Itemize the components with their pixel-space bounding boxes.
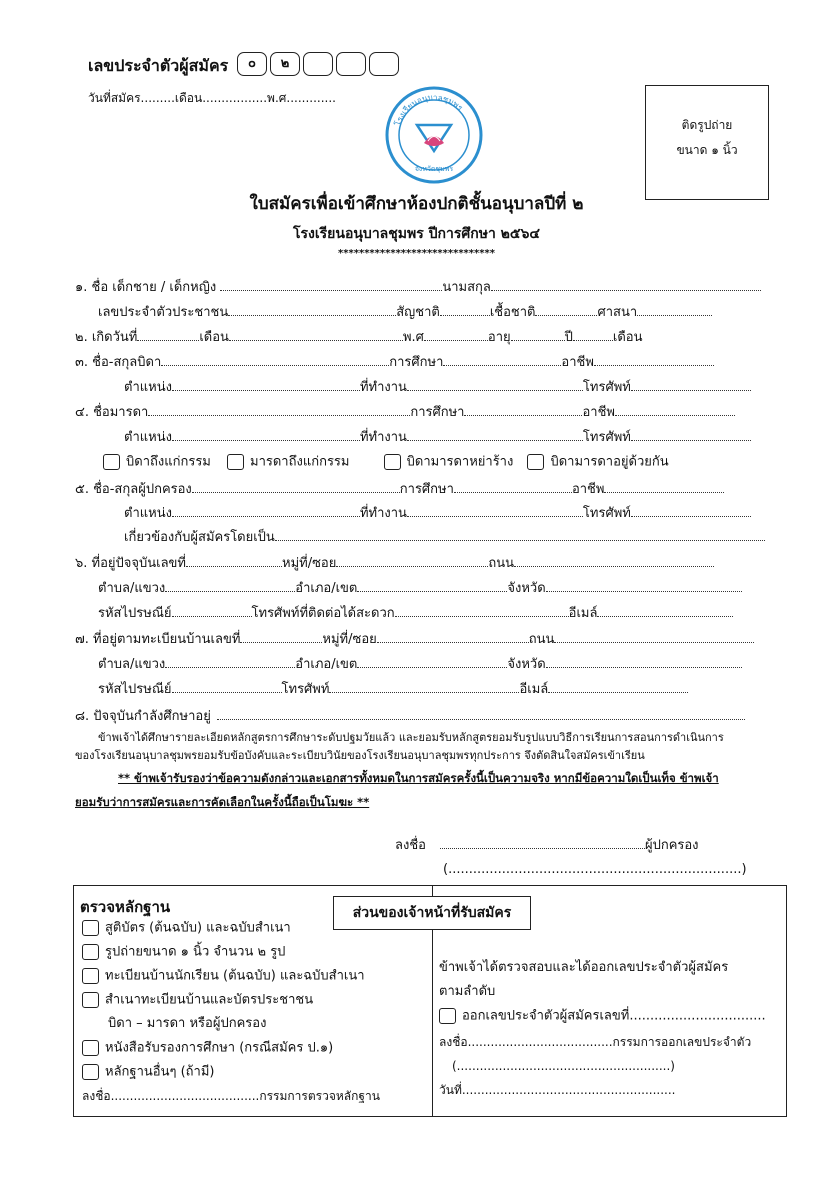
- id-digit-box-5[interactable]: [369, 52, 399, 76]
- evidence-label-4: สำเนาทะเบียนบ้านและบัตรประชาชน: [105, 992, 314, 1008]
- evidence-checkbox-1[interactable]: [82, 920, 99, 936]
- id-digit-box-4[interactable]: [336, 52, 366, 76]
- current-amphoe-field[interactable]: [357, 579, 507, 592]
- father-row: [75, 353, 714, 371]
- evidence-item-1: [82, 920, 291, 937]
- reg-province-field[interactable]: [546, 655, 742, 668]
- age-label: อายุ: [487, 330, 511, 345]
- declaration-line-2: ของโรงเรียนอนุบาลชุมพรยอมรับข้อบังคับและระเบียบวินัยของโรงเรียนอนุบาลชุมพรทุกประการ จึงตัดสินใจสมัครเข้าเรียน: [75, 749, 645, 762]
- evidence-item-5: [82, 1040, 333, 1057]
- staff-section-title: ส่วนของเจ้าหน้าที่รับสมัคร: [333, 896, 531, 930]
- applicant-number-label: เลขประจำตัวผู้สมัคร: [88, 56, 229, 75]
- parent-status-row: [103, 454, 669, 471]
- religion-field[interactable]: [637, 303, 712, 316]
- current-school-row: [75, 707, 745, 725]
- child-id-row: [98, 303, 712, 321]
- reg-phone-field[interactable]: [329, 680, 519, 693]
- issue-number-checkbox[interactable]: [439, 1008, 456, 1024]
- guardian-education-label: การศึกษา: [399, 482, 454, 497]
- school-logo: [384, 85, 484, 185]
- father-workplace-field[interactable]: [407, 378, 583, 391]
- father-education-field[interactable]: [443, 353, 561, 366]
- religion-label: ศาสนา: [597, 305, 638, 320]
- evidence-checkbox-5[interactable]: [82, 1040, 99, 1056]
- svg-text:โรงเรียนอนุบาลชุมพร: โรงเรียนอนุบาลชุมพร: [393, 92, 465, 127]
- guardian-workplace-field[interactable]: [407, 504, 583, 517]
- evidence-checkbox-6[interactable]: [82, 1064, 99, 1080]
- reg-moo-label: หมู่ที่/ซอย: [322, 632, 377, 647]
- evidence-title: ตรวจหลักฐาน: [80, 898, 171, 916]
- mother-position-label: ตำแหน่ง: [124, 430, 172, 445]
- current-amphoe-label: อำเภอ/เขต: [295, 581, 358, 596]
- father-phone-field[interactable]: [631, 378, 751, 391]
- id-number-label: เลขประจำตัวประชาชน: [98, 305, 229, 320]
- registered-contact-row: [98, 680, 688, 698]
- reg-house-no-label: ๗. ที่อยู่ตามทะเบียนบ้านเลขที่: [75, 632, 241, 647]
- father-position-field[interactable]: [172, 378, 360, 391]
- guardian-signature-row: [395, 836, 699, 854]
- birth-month-field[interactable]: [229, 328, 403, 341]
- father-education-label: การศึกษา: [389, 355, 444, 370]
- reg-email-field[interactable]: [548, 680, 688, 693]
- current-zip-field[interactable]: [172, 604, 252, 617]
- staff-name-paren: (........................................................): [452, 1059, 675, 1073]
- form-title: ใบสมัครเพื่อเข้าศึกษาห้องปกติชั้นอนุบาลปีที่ ๒: [249, 194, 584, 214]
- mother-row: [75, 403, 735, 421]
- father-workplace-label: ที่ทำงาน: [359, 380, 407, 395]
- mother-education-label: การศึกษา: [410, 405, 465, 420]
- id-number-field[interactable]: [228, 303, 396, 316]
- mother-phone-field[interactable]: [631, 428, 751, 441]
- reg-zip-field[interactable]: [172, 680, 282, 693]
- nationality-field[interactable]: [440, 303, 490, 316]
- current-address-row: [75, 554, 714, 572]
- current-tambon-label: ตำบล/แขวง: [98, 581, 166, 596]
- reg-house-no-field[interactable]: [240, 630, 322, 643]
- current-province-label: จังหวัด: [507, 581, 546, 596]
- current-email-field[interactable]: [597, 604, 733, 617]
- reg-moo-field[interactable]: [377, 630, 529, 643]
- child-name-row: [75, 278, 761, 296]
- child-surname-field[interactable]: [491, 278, 761, 291]
- guardian-phone-label: โทรศัพท์: [582, 506, 631, 521]
- father-deceased-label: บิดาถึงแก่กรรม: [126, 454, 211, 470]
- photo-placeholder: [645, 85, 769, 200]
- guardian-education-field[interactable]: [454, 480, 572, 493]
- guardian-name-field[interactable]: [192, 480, 400, 493]
- father-name-field[interactable]: [161, 353, 389, 366]
- year-label: ปี: [564, 330, 573, 345]
- evidence-checkbox-2[interactable]: [82, 944, 99, 960]
- current-moo-label: หมู่ที่/ซอย: [282, 556, 337, 571]
- reg-amphoe-label: อำเภอ/เขต: [295, 657, 358, 672]
- evidence-label-6: หลักฐานอื่นๆ (ถ้ามี): [105, 1064, 215, 1080]
- current-district-row: [98, 579, 742, 597]
- mother-deceased-label: มารดาถึงแก่กรรม: [250, 454, 350, 470]
- certify-note-line-1: ** ข้าพเจ้ารับรองว่าข้อความดังกล่าวและเอกสารทั้งหมดในการสมัครครั้งนี้เป็นความจริง หากมีข้อความใดเป็นเท็จ ข้าพเจ้า: [118, 771, 719, 785]
- reg-road-label: ถนน: [528, 632, 555, 647]
- staff-issue-row: [439, 1008, 766, 1025]
- ethnicity-field[interactable]: [535, 303, 597, 316]
- child-name-label: ๑. ชื่อ เด็กชาย / เด็กหญิง: [75, 280, 221, 295]
- registered-address-row: [75, 630, 754, 648]
- checkbox-together[interactable]: [527, 454, 544, 470]
- registered-district-row: [98, 655, 742, 673]
- birth-month-label: เดือน: [199, 330, 229, 345]
- age-month-field[interactable]: [573, 328, 613, 341]
- surname-label: นามสกุล: [442, 280, 491, 295]
- nationality-label: สัญชาติ: [396, 305, 440, 320]
- checkbox-father-deceased[interactable]: [103, 454, 120, 470]
- id-digit-box-3[interactable]: [303, 52, 333, 76]
- father-work-row: [124, 378, 751, 396]
- reg-tambon-label: ตำบล/แขวง: [98, 657, 166, 672]
- checkbox-divorced[interactable]: [384, 454, 401, 470]
- evidence-label-3: ทะเบียนบ้านนักเรียน (ต้นฉบับ) และฉบับสำเนา: [105, 968, 365, 984]
- signature-label: ลงชื่อ: [395, 838, 426, 853]
- staff-date: วันที่........................................................: [439, 1083, 676, 1097]
- guardian-phone-field[interactable]: [631, 504, 751, 517]
- current-email-label: อีเมล์: [568, 606, 598, 621]
- mother-job-label: อาชีพ: [582, 405, 615, 420]
- id-digit-box-2[interactable]: ๒: [270, 52, 300, 76]
- birth-row: [75, 328, 643, 346]
- mother-name-label: ๔. ชื่อมารดา: [75, 405, 149, 420]
- evidence-label-5: หนังสือรับรองการศึกษา (กรณีสมัคร ป.๑): [105, 1040, 334, 1056]
- guardian-relation-label: เกี่ยวข้องกับผู้สมัครโดยเป็น: [124, 530, 275, 545]
- current-school-field[interactable]: [217, 707, 745, 720]
- id-digit-box-1[interactable]: ๐: [237, 52, 267, 76]
- declaration-line-1: ข้าพเจ้าได้ศึกษารายละเอียดหลักสูตรการศึกษาระดับปฐมวัยแล้ว และยอมรับหลักสูตรยอมรับรูปแบบวิธีการเรียนการสอนการดำเนินการ: [98, 731, 724, 744]
- reg-province-label: จังหวัด: [507, 657, 546, 672]
- evidence-checkbox-3[interactable]: [82, 968, 99, 984]
- svg-text:จังหวัดชุมพร: จังหวัดชุมพร: [414, 165, 454, 173]
- evidence-item-3: [82, 968, 365, 985]
- evidence-checkbox-4[interactable]: [82, 992, 99, 1008]
- guardian-work-row: [124, 504, 751, 522]
- birth-day-field[interactable]: [137, 328, 199, 341]
- mother-education-field[interactable]: [464, 403, 582, 416]
- guardian-job-field[interactable]: [604, 480, 724, 493]
- certify-note-line-2: ยอมรับว่าการสมัครและการคัดเลือกในครั้งนี้ถือเป็นโมฆะ **: [75, 795, 370, 809]
- current-contact-row: [98, 604, 733, 622]
- staff-signature: ลงชื่อ......................................กรรมการออกเลขประจำตัว: [439, 1035, 752, 1049]
- reg-zip-label: รหัสไปรษณีย์: [98, 682, 172, 697]
- birth-day-label: ๒. เกิดวันที่: [75, 330, 138, 345]
- mother-job-field[interactable]: [615, 403, 735, 416]
- guardian-name-label: ๕. ชื่อ-สกุลผู้ปกครอง: [75, 482, 192, 497]
- ethnicity-label: เชื้อชาติ: [489, 305, 536, 320]
- current-road-field[interactable]: [514, 554, 714, 567]
- current-road-label: ถนน: [488, 556, 515, 571]
- guardian-relation-row: [124, 528, 765, 546]
- guardian-position-field[interactable]: [172, 504, 360, 517]
- guardian-position-label: ตำแหน่ง: [124, 506, 172, 521]
- reg-phone-label: โทรศัพท์: [281, 682, 330, 697]
- guardian-name-paren: (.......................................................................): [443, 862, 747, 877]
- guardian-label: ผู้ปกครอง: [644, 838, 699, 853]
- reg-road-field[interactable]: [554, 630, 754, 643]
- current-school-label: ๘. ปัจจุบันกำลังศึกษาอยู่: [75, 709, 211, 724]
- mother-work-row: [124, 428, 751, 446]
- current-phone-label: โทรศัพท์ที่ติดต่อได้สะดวก: [251, 606, 395, 621]
- reg-amphoe-field[interactable]: [357, 655, 507, 668]
- current-province-field[interactable]: [546, 579, 742, 592]
- reg-email-label: อีเมล์: [519, 682, 549, 697]
- form-subtitle: โรงเรียนอนุบาลชุมพร ปีการศึกษา ๒๕๖๔: [293, 226, 540, 242]
- guardian-job-label: อาชีพ: [571, 482, 605, 497]
- evidence-item-4: [82, 992, 313, 1009]
- month-label: เดือน: [612, 330, 643, 345]
- mother-phone-label: โทรศัพท์: [582, 430, 631, 445]
- divorced-label: บิดามารดาหย่าร้าง: [406, 454, 514, 470]
- father-name-label: ๓. ชื่อ-สกุลบิดา: [75, 355, 162, 370]
- father-phone-label: โทรศัพท์: [582, 380, 631, 395]
- guardian-signature-field[interactable]: [440, 836, 645, 849]
- current-house-no-label: ๖. ที่อยู่ปัจจุบันเลขที่: [75, 556, 187, 571]
- current-tambon-field[interactable]: [165, 579, 295, 592]
- current-phone-field[interactable]: [395, 604, 569, 617]
- mother-position-field[interactable]: [172, 428, 360, 441]
- father-position-label: ตำแหน่ง: [124, 380, 172, 395]
- father-job-field[interactable]: [594, 353, 714, 366]
- age-year-field[interactable]: [511, 328, 565, 341]
- together-label: บิดามารดาอยู่ด้วยกัน: [550, 454, 669, 470]
- birth-year-label: พ.ศ: [402, 330, 424, 345]
- school-seal-icon: [384, 85, 484, 185]
- apply-date-line: วันที่สมัคร.........เดือน.................พ.ศ.............: [88, 91, 336, 105]
- mother-name-field[interactable]: [148, 403, 410, 416]
- current-zip-label: รหัสไปรษณีย์: [98, 606, 172, 621]
- mother-workplace-field[interactable]: [407, 428, 583, 441]
- birth-year-field[interactable]: [424, 328, 488, 341]
- mother-workplace-label: ที่ทำงาน: [359, 430, 407, 445]
- issue-number-label: ออกเลขประจำตัวผู้สมัครเลขที่.................................: [462, 1008, 766, 1024]
- guardian-relation-field[interactable]: [275, 528, 765, 541]
- guardian-workplace-label: ที่ทำงาน: [359, 506, 407, 521]
- reg-tambon-field[interactable]: [165, 655, 295, 668]
- father-job-label: อาชีพ: [561, 355, 594, 370]
- evidence-label-2: รูปถ่ายขนาด ๑ นิ้ว จำนวน ๒ รูป: [105, 944, 286, 960]
- evidence-label-1: สูติบัตร (ต้นฉบับ) และฉบับสำเนา: [105, 920, 291, 936]
- title-stars: ******************************: [338, 248, 495, 259]
- guardian-row: [75, 480, 724, 498]
- evidence-item-6: [82, 1064, 214, 1081]
- evidence-signature: ลงชื่อ.......................................กรรมการตรวจหลักฐาน: [82, 1089, 380, 1103]
- checkbox-mother-deceased[interactable]: [227, 454, 244, 470]
- staff-text-2: ตามลำดับ: [439, 984, 496, 999]
- child-name-field[interactable]: [220, 278, 442, 291]
- staff-text-1: ข้าพเจ้าได้ตรวจสอบและได้ออกเลขประจำตัวผู้สมัคร: [439, 960, 729, 975]
- current-moo-field[interactable]: [336, 554, 488, 567]
- evidence-item-2: [82, 944, 285, 961]
- evidence-item-4-sub: บิดา – มารดา หรือผู้ปกครอง: [108, 1016, 267, 1031]
- photo-label-2: ขนาด ๑ นิ้ว: [676, 143, 738, 157]
- photo-label-1: ติดรูปถ่าย: [681, 118, 733, 132]
- current-house-no-field[interactable]: [186, 554, 282, 567]
